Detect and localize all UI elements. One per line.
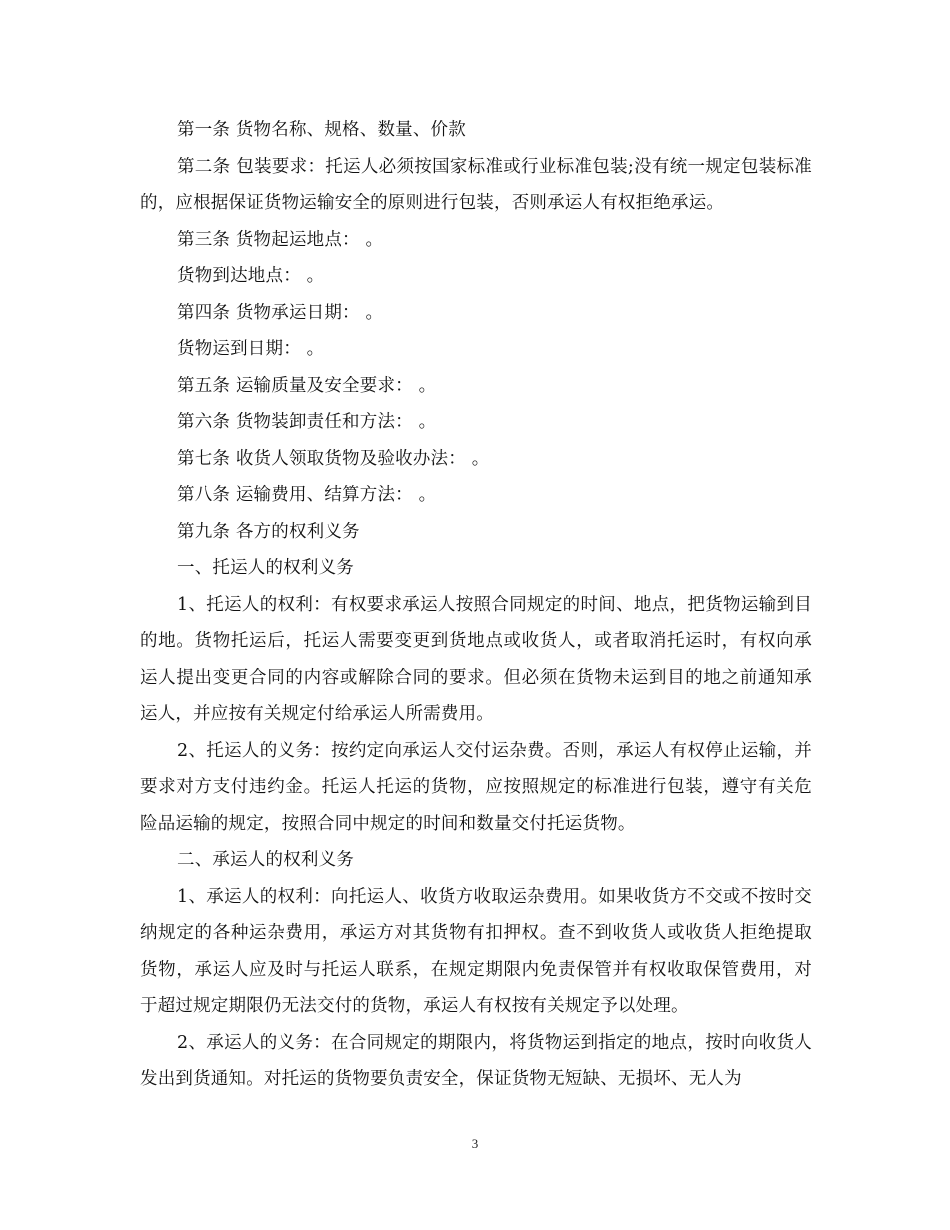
carrier-rights: 1、承运人的权利：向托运人、收货方收取运杂费用。如果收货方不交或不按时交纳规定的各种运杂费用，承运方对其货物有扣押权。查不到收货人或收货人拒绝提取货物，承运人应及时与托运人联系，在规定期限内免责保管并有权收取保管费用，对于超过规定期限仍无法交付的货物，承运人有权按有关规定予以处理。 xyxy=(140,886,812,1016)
destination-line: 货物到达地点： 。 xyxy=(177,266,325,286)
shipper-obligations: 2、托运人的义务：按约定向承运人交付运杂费。否则，承运人有权停止运输，并要求对方支付违约金。托运人托运的货物，应按照规定的标准进行包装，遵守有关危险品运输的规定，按照合同中规定的时间和数量交付托运货物。 xyxy=(140,740,812,834)
arrival-date-line: 货物运到日期： 。 xyxy=(177,339,325,359)
page-number: 3 xyxy=(471,1136,479,1151)
section-carrier-heading: 二、承运人的权利义务 xyxy=(177,850,354,870)
shipper-rights: 1、托运人的权利：有权要求承运人按照合同规定的时间、地点，把货物运输到目的地。货物托运后，托运人需要变更到货地点或收货人，或者取消托运时，有权向承运人提出变更合同的内容或解除合同的要求。但必须在货物未运到目的地之前通知承运人，并应按有关规定付给承运人所需费用。 xyxy=(140,594,812,724)
carrier-obligations: 2、承运人的义务：在合同规定的期限内，将货物运到指定的地点，按时向收货人发出到货通知。对托运的货物要负责安全，保证货物无短缺、无损坏、无人为 xyxy=(140,1032,812,1089)
article-9-rights: 第九条 各方的权利义务 xyxy=(177,521,360,542)
article-4-ship-date: 第四条 货物承运日期： 。 xyxy=(177,302,384,323)
article-3-origin: 第三条 货物起运地点： 。 xyxy=(177,229,384,250)
article-6-loading: 第六条 货物装卸责任和方法： 。 xyxy=(177,412,437,432)
article-5-quality: 第五条 运输质量及安全要求： 。 xyxy=(177,375,437,396)
document-body xyxy=(140,112,812,1098)
article-7-receipt: 第七条 收货人领取货物及验收办法： 。 xyxy=(177,448,490,469)
article-1-heading: 第一条 货物名称、规格、数量、价款 xyxy=(177,120,466,140)
section-shipper-heading: 一、托运人的权利义务 xyxy=(177,558,354,578)
article-8-fees: 第八条 运输费用、结算方法： 。 xyxy=(177,485,437,505)
article-2-packaging: 第二条 包装要求：托运人必须按国家标准或行业标准包装;没有统一规定包装标准的，应根据保证货物运输安全的原则进行包装，否则承运人有权拒绝承运。 xyxy=(140,156,812,213)
